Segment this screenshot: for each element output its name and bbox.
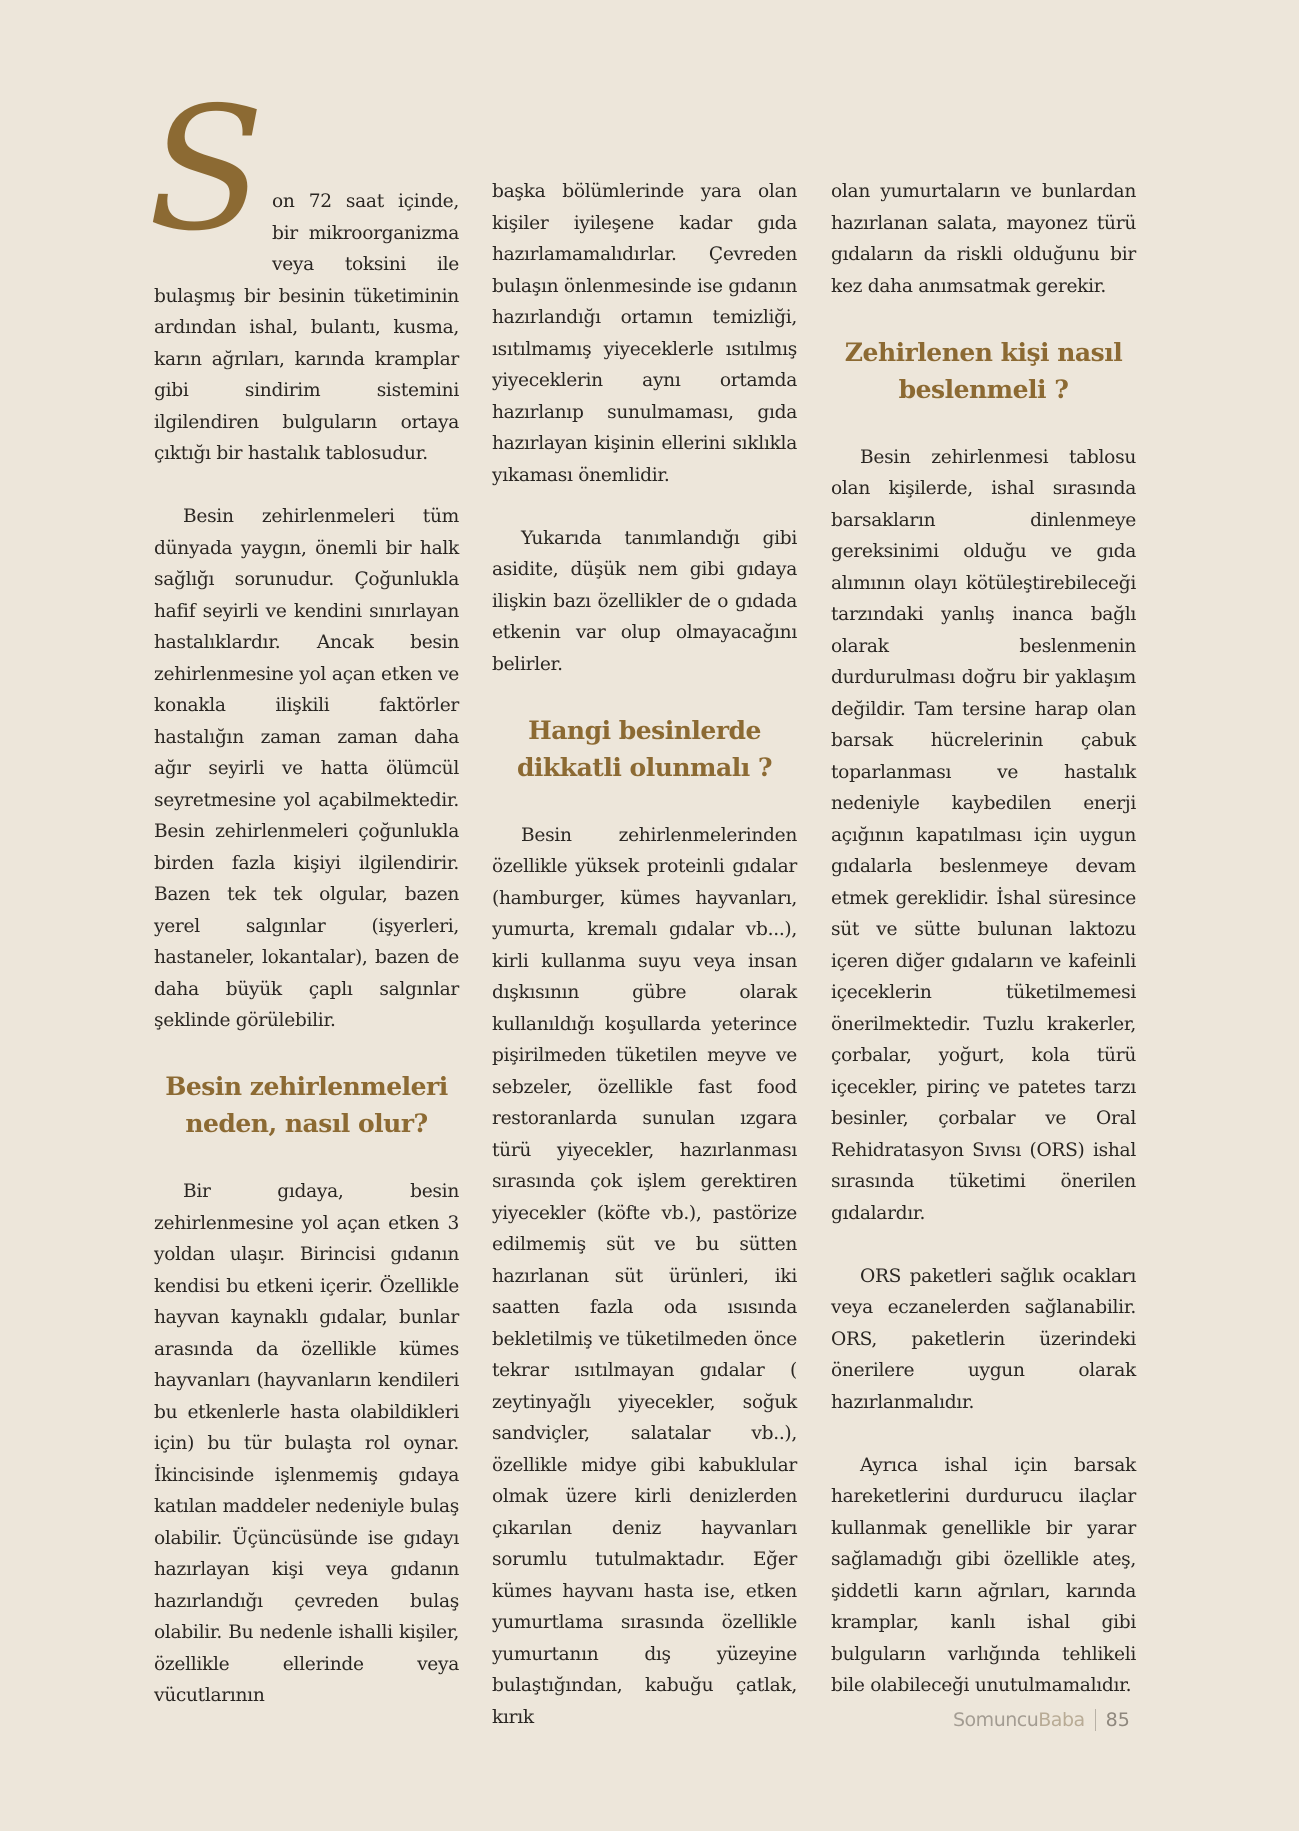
paragraph: başka bölümlerinde yara olan kişiler iyileşene kadar gıda hazırlamamalıdırlar. Çevreden bulaşın önlenmesinde ise gıdanın hazırlandığı ortamın temizliği, ısıtılmamış yiyeceklerle ısıtılmış yiyeceklerin aynı ortamda hazırlanıp sunulmaması, gıda hazırlayan kişinin ellerini sıklıkla yıkaması önemlidir. [492, 181, 797, 486]
brand-name-part2: Baba [1038, 1709, 1085, 1731]
paragraph: Besin zehirlenmelerinden özellikle yüksek proteinli gıdalar (hamburger, kümes hayvanları, yumurta, kremalı gıdalar vb...), kirli kullanma suyu veya insan dışkısının gübre olarak kullanıldığı koşullarda yeterince pişirilmeden tüketilen meyve ve sebzeler, özellikle fast food restoranlarda sunulan ızgara türü yiyecekler, hazırlanması sırasında çok işlem gerektiren yiyecekler (köfte vb.), pastörize edilmemiş süt ve bu sütten hazırlanan süt ürünleri, iki saatten fazla oda ısısında bekletilmiş ve tüketilmeden önce tekrar ısıtılmayan gıdalar ( zeytinyağlı yiyecekler, soğuk sandviçler, salatalar vb..), özellikle midye gibi kabuklular olmak üzere kirli denizlerden çıkarılan deniz hayvanları sorumlu tutulmaktadır. Eğer kümes hayvanı hasta ise, etken yumurtlama sırasında özellikle yumurtanın dış yüzeyine bulaştığından, kabuğu çatlak, kırık [492, 824, 797, 1728]
paragraph: olan yumurtaların ve bunlardan hazırlanan salata, mayonez türü gıdaların da riskli olduğunu bir kez daha anımsatmak gerekir. [831, 181, 1136, 297]
column-1 [148, 71, 459, 1743]
brand-name-part1: Somuncu [953, 1709, 1039, 1731]
paragraph: Besin zehirlenmeleri tüm dünyada yaygın, önemli bir halk sağlığı sorunudur. Çoğunlukla hafif seyirli ve kendini sınırlayan hastalıklardır. Ancak besin zehirlenmesine yol açan etken ve konakla ilişkili faktörler hastalığın zaman zaman daha ağır seyirli ve hatta ölümcül seyretmesine yol açabilmektedir. Besin zehirlenmeleri çoğunlukla birden fazla kişiyi ilgilendirir. Bazen tek tek olgular, bazen yerel salgınlar (işyerleri, hastaneler, lokantalar), bazen de daha büyük çaplı salgınlar şeklinde görülebilir. [154, 506, 459, 1031]
paragraph: Yukarıda tanımlandığı gibi asidite, düşük nem gibi gıdaya ilişkin bazı özellikler de o gıdada etkenin var olup olmayacağını belirler. [492, 527, 797, 675]
paragraph: ORS paketleri sağlık ocakları veya eczanelerden sağlanabilir. ORS, paketlerin üzerindeki önerilere uygun olarak hazırlanmalıdır. [831, 1265, 1136, 1413]
column-3 [831, 176, 1136, 1733]
section-heading: Hangi besinlerde dikkatli olunmalı ? [516, 715, 773, 782]
paragraph: Bir gıdaya, besin zehirlenmesine yol açan etken 3 yoldan ulaşır. Birincisi gıdanın kendisi bu etkeni içerir. Özellikle hayvan kaynaklı gıdalar, bunlar arasında da özellikle kümes hayvanları (hayvanların kendileri bu etkenlerle hasta olabildikleri için) bu tür bulaşta rol oynar. İkincisinde işlenmemiş gıdaya katılan maddeler nedeniyle bulaş olabilir. Üçüncüsünde ise gıdayı hazırlayan kişi veya gıdanın hazırlandığı çevreden bulaş olabilir. Bu nedenle ishalli kişiler, özellikle ellerinde veya vücutlarının [154, 1181, 459, 1706]
page-number: 85 [1105, 1709, 1130, 1731]
page-footer [953, 1703, 1130, 1737]
section-heading: Zehirlenen kişi nasıl beslenmeli ? [844, 337, 1123, 404]
paragraph: Ayrıca ishal için barsak hareketlerini durdurucu ilaçlar kullanmak genellikle bir yarar sağlamadığı gibi özellikle ateş, şiddetli karın ağrıları, karında kramplar, kanlı ishal gibi bulguların varlığında tehlikeli bile olabileceği unutulmamalıdır. [831, 1454, 1136, 1696]
lead-paragraph: on 72 saat içinde, bir mikroorganizma veya toksini ile bulaşmış bir besinin tüketiminin ardından ishal, bulantı, kusma, karın ağrıları, karında kramplar gibi sindirim sistemini ilgilendiren bulguların ortaya çıktığı bir hastalık tablosudur. [154, 191, 459, 464]
section-heading: Besin zehirlenmeleri neden, nasıl olur? [165, 1072, 448, 1138]
lead-paragraph-wrap [148, 71, 459, 470]
paragraph: Besin zehirlenmesi tablosu olan kişilerde, ishal sırasında barsakların dinlenmeye gereksinimi olduğu ve gıda alımının olayı kötüleştirebileceği tarzındaki yanlış inanca bağlı olarak beslenmenin durdurulması doğru bir yaklaşım değildir. Tam tersine harap olan barsak hücrelerinin çabuk toparlanması ve hastalık nedeniyle kaybedilen enerji açığının kapatılması için uygun gıdalarla beslenmeye devam etmek gereklidir. İshal süresince süt ve sütte bulunan laktozu içeren diğer gıdaların ve kafeinli içeceklerin tüketilmemesi önerilmektedir. Tuzlu krakerler, çorbalar, yoğurt, kola türü içecekler, pirinç ve patetes tarzı besinler, çorbalar ve Oral Rehidratasyon Sıvısı (ORS) ishal sırasında tüketimi önerilen gıdalardır. [831, 446, 1136, 1224]
column-2 [492, 176, 797, 1765]
drop-cap: S [148, 71, 265, 269]
footer-divider [1095, 1709, 1096, 1731]
